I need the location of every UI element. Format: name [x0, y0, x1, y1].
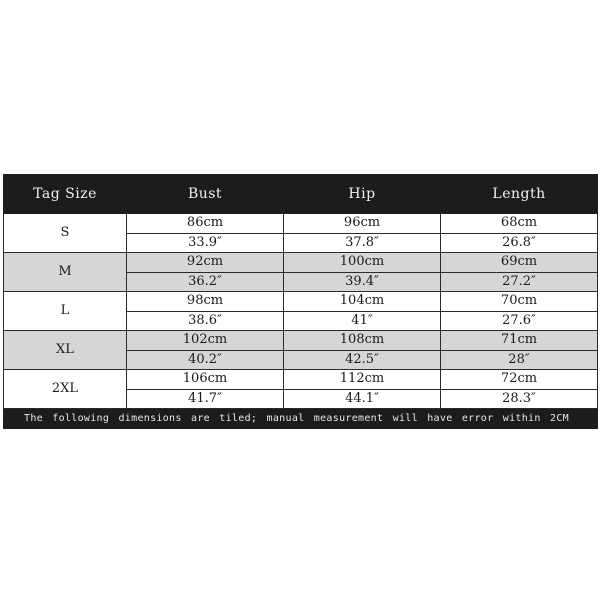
length-inch-cell: 26.8″: [441, 233, 598, 253]
hip-cm-cell: 100cm: [284, 253, 441, 273]
hip-cm-cell: 96cm: [284, 214, 441, 234]
tag-size-cell: M: [4, 253, 127, 292]
length-inch-cell: 27.2″: [441, 272, 598, 292]
header-length: Length: [441, 175, 598, 214]
bust-inch-cell: 41.7″: [127, 389, 284, 409]
table-row-m-cm: [4, 253, 598, 273]
table-footer: [4, 409, 598, 429]
length-inch-cell: 27.6″: [441, 311, 598, 331]
bust-inch-cell: 38.6″: [127, 311, 284, 331]
table-row-xl-cm: [4, 331, 598, 351]
header-tag-size: Tag Size: [4, 175, 127, 214]
length-inch-cell: 28″: [441, 350, 598, 370]
table-row-s-cm: [4, 214, 598, 234]
header-hip: Hip: [284, 175, 441, 214]
size-table: [3, 174, 598, 429]
bust-cm-cell: 98cm: [127, 292, 284, 312]
bust-cm-cell: 102cm: [127, 331, 284, 351]
bust-inch-cell: 36.2″: [127, 272, 284, 292]
length-cm-cell: 72cm: [441, 370, 598, 390]
table-row-2xl-cm: [4, 370, 598, 390]
hip-cm-cell: 112cm: [284, 370, 441, 390]
bust-inch-cell: 33.9″: [127, 233, 284, 253]
bust-cm-cell: 92cm: [127, 253, 284, 273]
tag-size-cell: 2XL: [4, 370, 127, 409]
header-bust: Bust: [127, 175, 284, 214]
bust-cm-cell: 106cm: [127, 370, 284, 390]
tag-size-cell: L: [4, 292, 127, 331]
hip-cm-cell: 104cm: [284, 292, 441, 312]
table-header: [4, 175, 598, 214]
bust-cm-cell: 86cm: [127, 214, 284, 234]
footnote-text: The following dimensions are tiled; manual measurement will have error within 2CM: [4, 409, 598, 429]
hip-inch-cell: 37.8″: [284, 233, 441, 253]
length-inch-cell: 28.3″: [441, 389, 598, 409]
table-row-l-cm: [4, 292, 598, 312]
hip-inch-cell: 39.4″: [284, 272, 441, 292]
tag-size-cell: XL: [4, 331, 127, 370]
table-body: [4, 214, 598, 409]
hip-inch-cell: 44.1″: [284, 389, 441, 409]
footnote-row: [4, 409, 598, 429]
length-cm-cell: 71cm: [441, 331, 598, 351]
length-cm-cell: 69cm: [441, 253, 598, 273]
length-cm-cell: 70cm: [441, 292, 598, 312]
hip-inch-cell: 42.5″: [284, 350, 441, 370]
length-cm-cell: 68cm: [441, 214, 598, 234]
bust-inch-cell: 40.2″: [127, 350, 284, 370]
hip-inch-cell: 41″: [284, 311, 441, 331]
tag-size-cell: S: [4, 214, 127, 253]
header-row: [4, 175, 598, 214]
hip-cm-cell: 108cm: [284, 331, 441, 351]
